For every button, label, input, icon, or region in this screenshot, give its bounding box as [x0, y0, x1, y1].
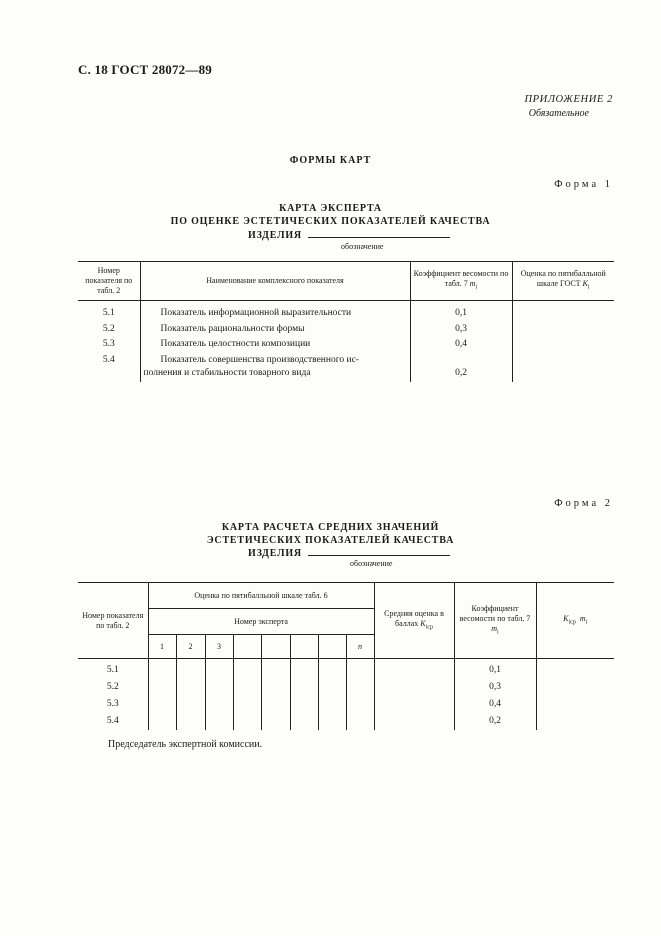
row-name: Показатель целостности композиции	[140, 337, 410, 353]
table-row	[78, 337, 614, 353]
score-cell[interactable]	[176, 679, 205, 696]
row-name	[140, 353, 410, 382]
score-cell[interactable]	[176, 659, 205, 680]
row-number: 5.3	[106, 699, 119, 709]
form1-product-blank[interactable]	[308, 228, 450, 238]
form1-designation: обозначение	[341, 242, 384, 251]
row-name: Показатель информационной выразительности	[140, 301, 410, 322]
row-coef: 0,4	[454, 696, 536, 713]
col-expert-number: Номер эксперта	[148, 609, 374, 635]
score-cell[interactable]	[318, 713, 346, 730]
table-row	[78, 322, 614, 338]
col-weight-coef: Коэффициент весомости по табл. 7 $m_i$	[410, 262, 512, 301]
table-row	[78, 659, 614, 680]
form2-title-line2: ЭСТЕТИЧЕСКИХ ПОКАЗАТЕЛЕЙ КАЧЕСТВА	[206, 534, 455, 546]
col-indicator-name: Наименование комплексного показателя	[140, 262, 410, 301]
form2-designation: обозначение	[350, 559, 393, 568]
form1-table	[78, 261, 614, 382]
score-cell[interactable]	[233, 696, 261, 713]
score-cell[interactable]	[176, 713, 205, 730]
score-cell[interactable]	[148, 696, 176, 713]
score-cell[interactable]	[205, 659, 233, 680]
appendix-title: ПРИЛОЖЕНИЕ 2	[524, 94, 613, 105]
expert-col-4	[233, 635, 261, 659]
score-cell[interactable]	[205, 679, 233, 696]
score-cell[interactable]	[148, 679, 176, 696]
score-cell[interactable]	[205, 713, 233, 730]
row-number: 5.3	[102, 339, 115, 349]
col-indicator-number: Номер показателя по табл. 2	[78, 262, 140, 301]
score-cell[interactable]	[346, 696, 374, 713]
row-number: 5.4	[102, 354, 115, 365]
col-weight-coef: Коэффициент весомости по табл. 7 $m_i$	[454, 583, 536, 659]
score-cell[interactable]	[346, 713, 374, 730]
expert-col-n: n	[346, 635, 374, 659]
average-cell[interactable]	[374, 696, 454, 713]
row-name-line2: полнения и стабильности товарного вида	[143, 368, 311, 378]
table-row	[78, 301, 614, 322]
row-coef: 0,4	[410, 337, 512, 353]
product-cell[interactable]	[536, 679, 614, 696]
form1-product-line	[248, 228, 450, 241]
score-cell[interactable]	[346, 679, 374, 696]
score-cell[interactable]	[233, 713, 261, 730]
average-cell[interactable]	[374, 679, 454, 696]
expert-col-3: 3	[205, 635, 233, 659]
form2-label: Форма 2	[554, 498, 613, 509]
form2-product-blank[interactable]	[308, 546, 450, 556]
form1-header-row	[78, 262, 614, 301]
form1-title-line1: КАРТА ЭКСПЕРТА	[279, 203, 382, 214]
score-cell[interactable]	[318, 679, 346, 696]
form1-label: Форма 1	[554, 179, 613, 190]
appendix-subtitle: Обязательное	[528, 108, 589, 119]
row-coef: 0,3	[410, 322, 512, 338]
row-number: 5.2	[102, 323, 115, 334]
row-name-line1: Показатель совершенства производственного ис-	[160, 354, 359, 365]
page-header: С. 18 ГОСТ 28072—89	[78, 62, 212, 77]
col-indicator-number: Номер показателя по табл. 2	[78, 583, 148, 659]
row-number: 5.4	[106, 716, 119, 726]
score-cell[interactable]	[346, 659, 374, 680]
score-cell[interactable]	[148, 713, 176, 730]
row-score-cell[interactable]	[512, 301, 614, 322]
average-cell[interactable]	[374, 659, 454, 680]
score-cell[interactable]	[261, 713, 290, 730]
forms-title: ФОРМЫ КАРТ	[289, 155, 372, 166]
row-score-cell[interactable]	[512, 337, 614, 353]
col-five-point-scale: Оценка по пятибалльной шкале табл. 6	[148, 583, 374, 609]
score-cell[interactable]	[290, 696, 318, 713]
table-row	[78, 679, 614, 696]
row-coef: 0,1	[454, 659, 536, 680]
row-coef: 0,1	[410, 301, 512, 322]
row-score-cell[interactable]	[512, 322, 614, 338]
row-name: Показатель рациональности формы	[140, 322, 410, 338]
table-row	[78, 696, 614, 713]
score-cell[interactable]	[261, 679, 290, 696]
score-cell[interactable]	[318, 659, 346, 680]
form2-product-line	[248, 546, 450, 559]
score-cell[interactable]	[148, 659, 176, 680]
commission-chair-signature: Председатель экспертной комиссии.	[108, 739, 263, 750]
row-number: 5.1	[102, 308, 115, 318]
row-coef: 0,3	[454, 679, 536, 696]
score-cell[interactable]	[233, 659, 261, 680]
average-cell[interactable]	[374, 713, 454, 730]
table-row	[78, 713, 614, 730]
expert-col-6	[290, 635, 318, 659]
row-score-cell[interactable]	[512, 353, 614, 382]
row-coef: 0,2	[410, 353, 512, 382]
expert-col-7	[318, 635, 346, 659]
table-row	[78, 353, 614, 382]
score-cell[interactable]	[290, 659, 318, 680]
col-product: $K_{icp}$ $m_i$	[536, 583, 614, 659]
form1-title	[0, 203, 661, 228]
form1-title-line2: ПО ОЦЕНКЕ ЭСТЕТИЧЕСКИХ ПОКАЗАТЕЛЕЙ КАЧЕСТВА	[170, 215, 491, 227]
score-cell[interactable]	[233, 679, 261, 696]
form2-header-row-1	[78, 583, 614, 609]
score-cell[interactable]	[261, 659, 290, 680]
form1-product-label: ИЗДЕЛИЯ	[248, 230, 302, 241]
form2-title-line1: КАРТА РАСЧЕТА СРЕДНИХ ЗНАЧЕНИЙ	[221, 522, 440, 533]
product-cell[interactable]	[536, 696, 614, 713]
form2-title	[0, 522, 661, 547]
product-cell[interactable]	[536, 713, 614, 730]
score-cell[interactable]	[290, 713, 318, 730]
score-cell[interactable]	[290, 679, 318, 696]
row-number: 5.1	[106, 665, 119, 675]
score-cell[interactable]	[318, 696, 346, 713]
form2-product-label: ИЗДЕЛИЯ	[248, 548, 302, 559]
col-score: Оценка по пятибалльной шкале ГОСТ $K_i$	[512, 262, 614, 301]
col-average-score: Средняя оценка в баллах $K_{icp}$	[374, 583, 454, 659]
row-coef: 0,2	[454, 713, 536, 730]
score-cell[interactable]	[261, 696, 290, 713]
expert-col-5	[261, 635, 290, 659]
expert-col-1: 1	[148, 635, 176, 659]
score-cell[interactable]	[176, 696, 205, 713]
form2-table	[78, 582, 614, 730]
score-cell[interactable]	[205, 696, 233, 713]
product-cell[interactable]	[536, 659, 614, 680]
row-number: 5.2	[106, 682, 119, 692]
expert-col-2: 2	[176, 635, 205, 659]
